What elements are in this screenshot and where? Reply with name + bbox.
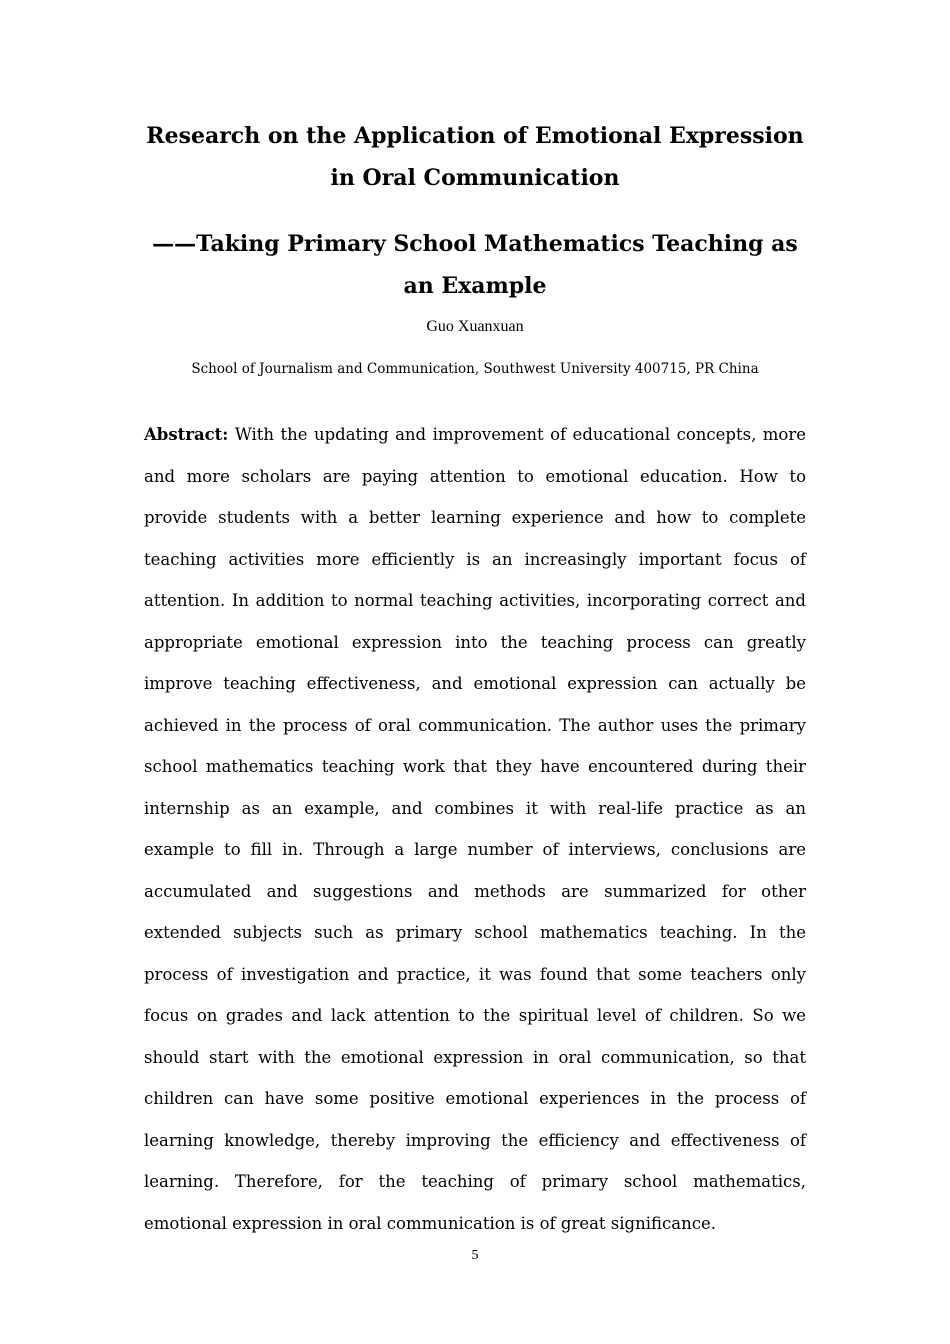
abstract-label: Abstract:: [144, 425, 229, 444]
author-name: Guo Xuanxuan: [426, 318, 524, 335]
abstract-paragraph: [144, 414, 806, 1244]
author-affiliation: School of Journalism and Communication, Southwest University 400715, PR China: [191, 361, 759, 377]
paper-subtitle: ——Taking Primary School Mathematics Teaching as an Example: [152, 231, 798, 299]
page-number: 5: [471, 1248, 479, 1263]
paper-title: Research on the Application of Emotional Expression in Oral Communication: [146, 123, 804, 191]
abstract-text: With the updating and improvement of educational concepts, more and more scholars are paying attention to emotional education. How to provide students with a better learning experience and how to complete teaching activities more efficiently is an increasingly important focus of attention. In addition to normal teaching activities, incorporating correct and appropriate emotional expression into the teaching process can greatly improve teaching effectiveness, and emotional expression can actually be achieved in the process of oral communication. The author uses the primary school mathematics teaching work that they have encountered during their internship as an example, and combines it with real-life practice as an example to fill in. Through a large number of interviews, conclusions are accumulated and suggestions and methods are summarized for other extended subjects such as primary school mathematics teaching. In the process of investigation and practice, it was found that some teachers only focus on grades and lack attention to the spiritual level of children. So we should start with the emotional expression in oral communication, so that children can have some positive emotional experiences in the process of learning knowledge, thereby improving the efficiency and effectiveness of learning. Therefore, for the teaching of primary school mathematics, emotional expression in oral communication is of great significance.: [144, 425, 806, 1233]
